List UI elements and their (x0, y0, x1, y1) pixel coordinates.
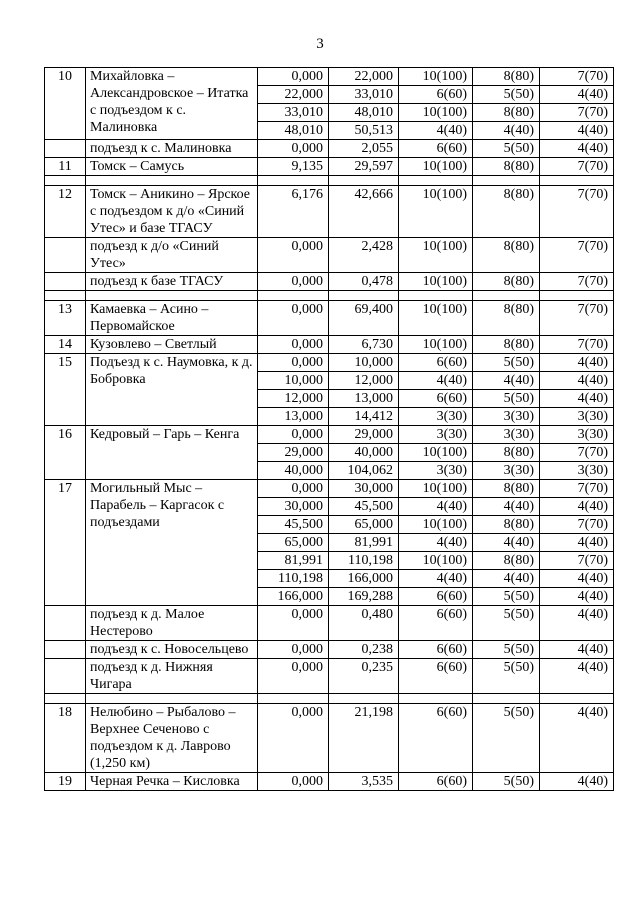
spacer-cell (45, 176, 86, 186)
axle-load-b: 4(40) (473, 534, 540, 552)
axle-load-a: 3(30) (399, 462, 473, 480)
road-name: Камаевка – Асино – Первомайское (86, 301, 258, 336)
segment-end-km: 29,000 (329, 426, 399, 444)
table-row (45, 186, 614, 238)
axle-load-a: 6(60) (399, 659, 473, 694)
axle-load-c: 4(40) (540, 86, 614, 104)
axle-load-a: 10(100) (399, 104, 473, 122)
road-name: подъезд к д/о «Синий Утес» (86, 238, 258, 273)
axle-load-a: 4(40) (399, 498, 473, 516)
segment-start-km: 0,000 (258, 606, 329, 641)
segment-start-km: 0,000 (258, 301, 329, 336)
axle-load-a: 4(40) (399, 372, 473, 390)
row-number: 10 (45, 68, 86, 140)
axle-load-a: 6(60) (399, 86, 473, 104)
segment-start-km: 110,198 (258, 570, 329, 588)
segment-end-km: 42,666 (329, 186, 399, 238)
segment-start-km: 48,010 (258, 122, 329, 140)
axle-load-b: 8(80) (473, 158, 540, 176)
axle-load-a: 10(100) (399, 273, 473, 291)
axle-load-c: 3(30) (540, 462, 614, 480)
axle-load-c: 7(70) (540, 273, 614, 291)
table-row (45, 336, 614, 354)
road-name: подъезд к д. Нижняя Чигара (86, 659, 258, 694)
segment-start-km: 29,000 (258, 444, 329, 462)
axle-load-c: 7(70) (540, 336, 614, 354)
table-row (45, 68, 614, 86)
axle-load-a: 6(60) (399, 390, 473, 408)
axle-load-b: 5(50) (473, 86, 540, 104)
segment-end-km: 81,991 (329, 534, 399, 552)
axle-load-b: 8(80) (473, 336, 540, 354)
row-number: 15 (45, 354, 86, 426)
axle-load-b: 5(50) (473, 641, 540, 659)
axle-load-b: 4(40) (473, 498, 540, 516)
row-number: 16 (45, 426, 86, 480)
axle-load-c: 4(40) (540, 140, 614, 158)
axle-load-a: 10(100) (399, 301, 473, 336)
table-row (45, 641, 614, 659)
segment-end-km: 166,000 (329, 570, 399, 588)
segment-end-km: 48,010 (329, 104, 399, 122)
segment-end-km: 6,730 (329, 336, 399, 354)
segment-end-km: 2,055 (329, 140, 399, 158)
axle-load-a: 4(40) (399, 122, 473, 140)
segment-end-km: 30,000 (329, 480, 399, 498)
axle-load-b: 5(50) (473, 140, 540, 158)
row-number (45, 606, 86, 641)
spacer-row (45, 694, 614, 704)
segment-start-km: 81,991 (258, 552, 329, 570)
axle-load-a: 4(40) (399, 570, 473, 588)
segment-end-km: 21,198 (329, 704, 399, 773)
segment-end-km: 29,597 (329, 158, 399, 176)
table-row (45, 659, 614, 694)
axle-load-b: 8(80) (473, 552, 540, 570)
spacer-cell (258, 291, 329, 301)
table-row (45, 773, 614, 791)
axle-load-c: 7(70) (540, 516, 614, 534)
row-number: 12 (45, 186, 86, 238)
axle-load-c: 7(70) (540, 480, 614, 498)
spacer-cell (86, 291, 258, 301)
row-number: 11 (45, 158, 86, 176)
row-number: 14 (45, 336, 86, 354)
segment-start-km: 0,000 (258, 641, 329, 659)
segment-end-km: 10,000 (329, 354, 399, 372)
segment-end-km: 0,478 (329, 273, 399, 291)
segment-start-km: 0,000 (258, 659, 329, 694)
axle-load-c: 7(70) (540, 552, 614, 570)
table-row (45, 158, 614, 176)
axle-load-c: 4(40) (540, 588, 614, 606)
table-row (45, 426, 614, 444)
axle-load-c: 7(70) (540, 68, 614, 86)
spacer-cell (399, 176, 473, 186)
axle-load-c: 4(40) (540, 641, 614, 659)
segment-end-km: 50,513 (329, 122, 399, 140)
segment-start-km: 13,000 (258, 408, 329, 426)
axle-load-c: 7(70) (540, 238, 614, 273)
axle-load-a: 10(100) (399, 480, 473, 498)
road-name: Кедровый – Гарь – Кенга (86, 426, 258, 480)
segment-end-km: 33,010 (329, 86, 399, 104)
segment-end-km: 169,288 (329, 588, 399, 606)
axle-load-b: 5(50) (473, 606, 540, 641)
axle-load-a: 10(100) (399, 552, 473, 570)
table-row (45, 354, 614, 372)
axle-load-c: 4(40) (540, 773, 614, 791)
spacer-cell (258, 694, 329, 704)
table-row (45, 704, 614, 773)
table-row (45, 273, 614, 291)
road-name: Михайловка – Александровское – Итатка с подъездом к с. Малиновка (86, 68, 258, 140)
row-number: 19 (45, 773, 86, 791)
road-name: Кузовлево – Светлый (86, 336, 258, 354)
spacer-cell (399, 694, 473, 704)
axle-load-c: 7(70) (540, 104, 614, 122)
axle-load-a: 6(60) (399, 704, 473, 773)
page-number: 3 (316, 36, 324, 52)
segment-start-km: 33,010 (258, 104, 329, 122)
axle-load-b: 4(40) (473, 570, 540, 588)
spacer-cell (473, 291, 540, 301)
axle-load-b: 4(40) (473, 372, 540, 390)
axle-load-b: 5(50) (473, 588, 540, 606)
segment-start-km: 166,000 (258, 588, 329, 606)
segment-end-km: 40,000 (329, 444, 399, 462)
axle-load-c: 4(40) (540, 354, 614, 372)
roads-table (44, 67, 614, 791)
axle-load-a: 10(100) (399, 516, 473, 534)
axle-load-b: 8(80) (473, 516, 540, 534)
segment-start-km: 12,000 (258, 390, 329, 408)
segment-start-km: 0,000 (258, 140, 329, 158)
axle-load-c: 7(70) (540, 444, 614, 462)
row-number: 17 (45, 480, 86, 606)
axle-load-b: 4(40) (473, 122, 540, 140)
segment-start-km: 0,000 (258, 704, 329, 773)
row-number (45, 140, 86, 158)
spacer-cell (86, 694, 258, 704)
axle-load-a: 3(30) (399, 408, 473, 426)
axle-load-b: 8(80) (473, 480, 540, 498)
table-body (45, 68, 614, 791)
segment-end-km: 0,235 (329, 659, 399, 694)
table-row (45, 140, 614, 158)
axle-load-b: 3(30) (473, 462, 540, 480)
segment-start-km: 0,000 (258, 238, 329, 273)
segment-start-km: 9,135 (258, 158, 329, 176)
axle-load-c: 4(40) (540, 704, 614, 773)
table-row (45, 238, 614, 273)
segment-start-km: 45,500 (258, 516, 329, 534)
segment-start-km: 0,000 (258, 354, 329, 372)
axle-load-a: 3(30) (399, 426, 473, 444)
table-row (45, 606, 614, 641)
segment-start-km: 6,176 (258, 186, 329, 238)
axle-load-b: 8(80) (473, 301, 540, 336)
axle-load-c: 4(40) (540, 606, 614, 641)
row-number (45, 273, 86, 291)
row-number (45, 238, 86, 273)
axle-load-b: 3(30) (473, 426, 540, 444)
axle-load-a: 6(60) (399, 773, 473, 791)
segment-end-km: 110,198 (329, 552, 399, 570)
axle-load-b: 5(50) (473, 390, 540, 408)
axle-load-a: 10(100) (399, 158, 473, 176)
spacer-row (45, 291, 614, 301)
spacer-cell (473, 694, 540, 704)
segment-start-km: 0,000 (258, 480, 329, 498)
axle-load-c: 4(40) (540, 534, 614, 552)
spacer-cell (540, 694, 614, 704)
segment-start-km: 30,000 (258, 498, 329, 516)
table-row (45, 480, 614, 498)
axle-load-b: 8(80) (473, 104, 540, 122)
row-number (45, 659, 86, 694)
axle-load-c: 3(30) (540, 426, 614, 444)
axle-load-a: 4(40) (399, 534, 473, 552)
axle-load-a: 10(100) (399, 68, 473, 86)
spacer-cell (540, 176, 614, 186)
axle-load-b: 5(50) (473, 773, 540, 791)
spacer-cell (45, 291, 86, 301)
segment-start-km: 10,000 (258, 372, 329, 390)
spacer-cell (329, 291, 399, 301)
segment-end-km: 22,000 (329, 68, 399, 86)
road-name: подъезд к д. Малое Нестерово (86, 606, 258, 641)
segment-start-km: 0,000 (258, 426, 329, 444)
axle-load-b: 5(50) (473, 659, 540, 694)
axle-load-a: 10(100) (399, 238, 473, 273)
table-row (45, 301, 614, 336)
axle-load-b: 5(50) (473, 354, 540, 372)
segment-end-km: 14,412 (329, 408, 399, 426)
row-number (45, 641, 86, 659)
axle-load-a: 6(60) (399, 140, 473, 158)
spacer-cell (86, 176, 258, 186)
axle-load-a: 6(60) (399, 354, 473, 372)
segment-start-km: 40,000 (258, 462, 329, 480)
axle-load-a: 10(100) (399, 336, 473, 354)
axle-load-c: 4(40) (540, 570, 614, 588)
road-name: Томск – Самусь (86, 158, 258, 176)
road-name: подъезд к с. Новосельцево (86, 641, 258, 659)
axle-load-c: 4(40) (540, 122, 614, 140)
spacer-cell (45, 694, 86, 704)
segment-end-km: 13,000 (329, 390, 399, 408)
row-number: 13 (45, 301, 86, 336)
axle-load-b: 5(50) (473, 704, 540, 773)
segment-end-km: 65,000 (329, 516, 399, 534)
road-name: Могильный Мыс – Парабель – Каргасок с подъездами (86, 480, 258, 606)
axle-load-a: 6(60) (399, 606, 473, 641)
segment-start-km: 0,000 (258, 68, 329, 86)
axle-load-b: 8(80) (473, 68, 540, 86)
road-name: Подъезд к с. Наумовка, к д. Бобровка (86, 354, 258, 426)
segment-end-km: 0,480 (329, 606, 399, 641)
row-number: 18 (45, 704, 86, 773)
axle-load-c: 7(70) (540, 301, 614, 336)
axle-load-a: 6(60) (399, 641, 473, 659)
road-name: Черная Речка – Кисловка (86, 773, 258, 791)
road-name: Нелюбино – Рыбалово – Верхнее Сеченово с подъездом к д. Лаврово (1,250 км) (86, 704, 258, 773)
spacer-row (45, 176, 614, 186)
axle-load-c: 4(40) (540, 659, 614, 694)
segment-end-km: 3,535 (329, 773, 399, 791)
axle-load-b: 8(80) (473, 273, 540, 291)
axle-load-a: 6(60) (399, 588, 473, 606)
segment-end-km: 69,400 (329, 301, 399, 336)
segment-start-km: 0,000 (258, 336, 329, 354)
axle-load-a: 10(100) (399, 444, 473, 462)
spacer-cell (473, 176, 540, 186)
axle-load-c: 7(70) (540, 186, 614, 238)
axle-load-b: 3(30) (473, 408, 540, 426)
segment-start-km: 65,000 (258, 534, 329, 552)
spacer-cell (540, 291, 614, 301)
segment-end-km: 2,428 (329, 238, 399, 273)
spacer-cell (399, 291, 473, 301)
segment-end-km: 12,000 (329, 372, 399, 390)
spacer-cell (258, 176, 329, 186)
axle-load-a: 10(100) (399, 186, 473, 238)
segment-start-km: 22,000 (258, 86, 329, 104)
axle-load-c: 4(40) (540, 498, 614, 516)
axle-load-b: 8(80) (473, 238, 540, 273)
segment-end-km: 104,062 (329, 462, 399, 480)
spacer-cell (329, 694, 399, 704)
segment-start-km: 0,000 (258, 773, 329, 791)
road-name: Томск – Аникино – Ярское с подъездом к д/о «Синий Утес» и базе ТГАСУ (86, 186, 258, 238)
axle-load-c: 7(70) (540, 158, 614, 176)
axle-load-c: 4(40) (540, 372, 614, 390)
axle-load-b: 8(80) (473, 444, 540, 462)
axle-load-c: 3(30) (540, 408, 614, 426)
segment-start-km: 0,000 (258, 273, 329, 291)
axle-load-c: 4(40) (540, 390, 614, 408)
road-name: подъезд к с. Малиновка (86, 140, 258, 158)
axle-load-b: 8(80) (473, 186, 540, 238)
road-name: подъезд к базе ТГАСУ (86, 273, 258, 291)
spacer-cell (329, 176, 399, 186)
segment-end-km: 45,500 (329, 498, 399, 516)
segment-end-km: 0,238 (329, 641, 399, 659)
